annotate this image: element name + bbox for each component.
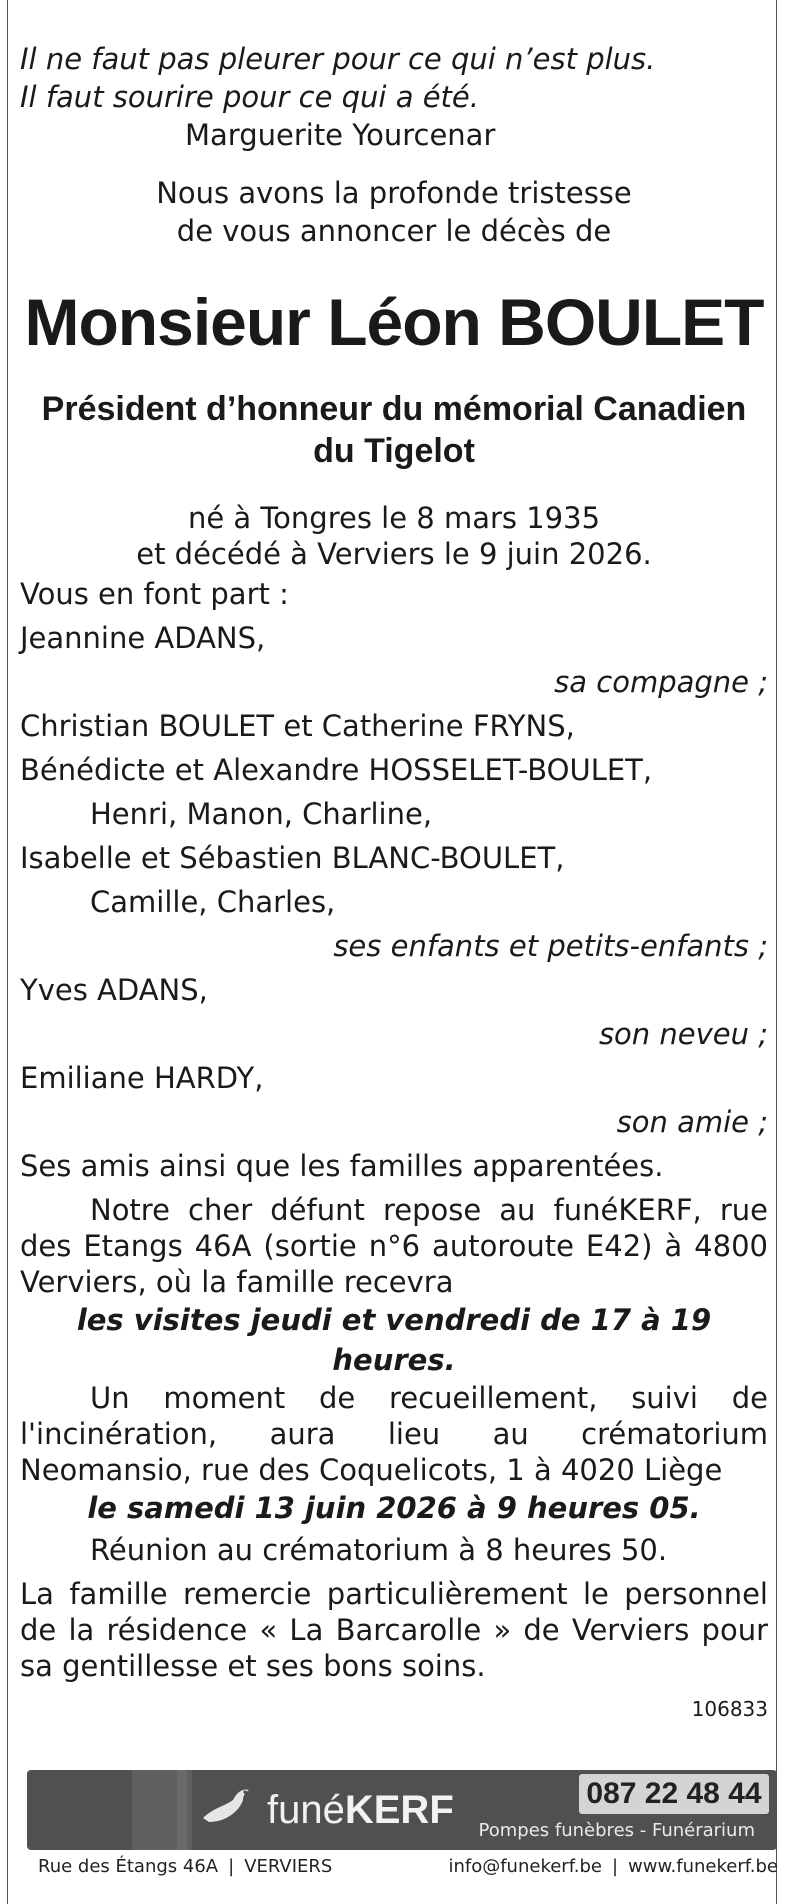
family-member: Christian BOULET et Catherine FRYNS, bbox=[20, 709, 575, 743]
relation-label: sa compagne ; bbox=[554, 665, 768, 699]
family-member: Yves ADANS, bbox=[20, 973, 208, 1007]
relation-label: son neveu ; bbox=[598, 1017, 768, 1051]
footer-links-group: info@funekerf.be | www.funekerf.be bbox=[448, 1856, 778, 1877]
obituary-content bbox=[20, 40, 768, 1722]
brand-bold: KERF bbox=[344, 1788, 454, 1832]
footer-city: VERVIERS bbox=[244, 1856, 333, 1877]
quote-line-2: Il faut sourire pour ce qui a été. bbox=[20, 80, 479, 114]
ceremony-date: le samedi 13 juin 2026 à 9 heures 05. bbox=[87, 1491, 701, 1525]
reference-number: 106833 bbox=[691, 1697, 768, 1721]
relation-label: son amie ; bbox=[616, 1105, 768, 1139]
repose-paragraph: Notre cher défunt repose au funéKERF, rue des Etangs 46A (sortie n°6 autoroute E42) à 4800 Verviers, où la famille recevra bbox=[20, 1193, 768, 1299]
brand-logo bbox=[267, 1788, 454, 1833]
quote-author: Marguerite Yourcenar bbox=[185, 118, 496, 152]
footer-email[interactable]: info@funekerf.be bbox=[448, 1856, 602, 1877]
grandchildren: Henri, Manon, Charline, bbox=[90, 797, 433, 831]
brand-light: funé bbox=[267, 1788, 345, 1832]
grandchildren: Camille, Charles, bbox=[90, 885, 336, 919]
deceased-title-1: Président d’honneur du mémorial Canadien bbox=[41, 390, 747, 428]
family-member: Emiliane HARDY, bbox=[20, 1061, 264, 1095]
deceased-title-2: du Tigelot bbox=[313, 432, 475, 470]
family-member: Bénédicte et Alexandre HOSSELET-BOULET, bbox=[20, 753, 653, 787]
meeting-line: Réunion au crématorium à 8 heures 50. bbox=[90, 1533, 668, 1567]
ceremony-paragraph: Un moment de recueillement, suivi de l'incinération, aura lieu au crématorium Neomansio, rue des Coquelicots, 1 à 4020 Liège bbox=[20, 1381, 768, 1487]
phone-number: 087 22 48 44 bbox=[579, 1774, 769, 1814]
friends-line: Ses amis ainsi que les familles apparentées. bbox=[20, 1149, 664, 1183]
footer-contact bbox=[38, 1856, 778, 1877]
tagline: Pompes funèbres - Funérarium bbox=[478, 1820, 755, 1841]
birth-info: né à Tongres le 8 mars 1935 bbox=[187, 501, 601, 535]
obituary-page bbox=[7, 0, 777, 1904]
footer-address: Rue des Étangs 46A bbox=[38, 1856, 219, 1877]
death-info: et décédé à Verviers le 9 juin 2026. bbox=[136, 537, 652, 571]
thanks-paragraph: La famille remercie particulièrement le personnel de la résidence « La Barcarolle » de Verviers pour sa gentillesse et ses bons soins. bbox=[20, 1577, 768, 1683]
family-member: Isabelle et Sébastien BLANC-BOULET, bbox=[20, 841, 565, 875]
family-member: Jeannine ADANS, bbox=[20, 621, 266, 655]
funeral-home-banner bbox=[27, 1770, 777, 1850]
footer-address-group: Rue des Étangs 46A | VERVIERS bbox=[38, 1856, 333, 1877]
family-intro: Vous en font part : bbox=[20, 577, 289, 611]
relation-label: ses enfants et petits-enfants ; bbox=[333, 929, 768, 963]
dove-icon bbox=[195, 1778, 255, 1838]
visits-line: les visites jeudi et vendredi de 17 à 19 heures. bbox=[76, 1303, 712, 1377]
intro-line-2: de vous annoncer le décès de bbox=[176, 214, 612, 248]
intro-line-1: Nous avons la profonde tristesse bbox=[156, 176, 632, 210]
deceased-name: Monsieur Léon BOULET bbox=[24, 285, 764, 359]
banner-decoration bbox=[177, 1770, 187, 1850]
footer-website[interactable]: www.funekerf.be bbox=[628, 1856, 778, 1877]
quote-line-1: Il ne faut pas pleurer pour ce qui n’est plus. bbox=[20, 42, 656, 76]
